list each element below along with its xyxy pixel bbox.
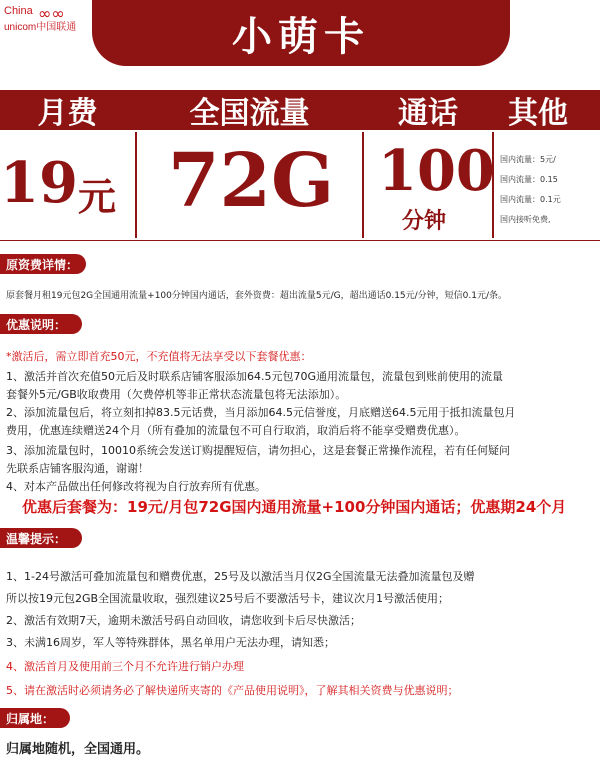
header-flow: 全国流量 [189, 96, 310, 131]
tips-line: 2、激活有效期7天，逾期未激活号码自动回收，请您收到卡后尽快激活； [6, 614, 361, 627]
tips-line: 4、激活首月及使用前三个月不允许进行销户办理 [6, 660, 244, 673]
promo-line: 费用，优惠连续赠送24个月（所有叠加的流量包不可自行取消，取消后将不能享受赠费优惠）。 [6, 424, 466, 437]
promo-line: *激活后，需立即首充50元，不充值将无法享受以下套餐优惠： [6, 350, 312, 363]
unicom-knot-icon: ∞∞ [38, 4, 65, 23]
divider [135, 132, 137, 238]
tips-line: 1、1-24号激活可叠加流量包和赠费优惠，25号及以激活当月仅2G全国流量无法叠加流量包及赠 [6, 570, 475, 583]
promo-line: 先联系店铺客服沟通，谢谢！ [6, 462, 149, 475]
header-other: 其他 [508, 96, 568, 131]
other-line: 国内流量：5元/ [500, 155, 556, 164]
other-line: 国内流量：0.15 [500, 175, 558, 184]
header-fee: 月费 [37, 96, 98, 131]
tariff-section-title: 原资费详情： [0, 254, 86, 274]
tips-line: 5、请在激活时必须请务必了解快递所夹寄的《产品使用说明》，了解其相关资费与优惠说明； [6, 684, 459, 697]
tips-line: 所以按19元包2GB全国流量收取，强烈建议25号后不要激活号卡，建议次月1号激活使用； [6, 592, 450, 605]
other-details [500, 150, 561, 230]
promo-line: 1、激活并首次充值50元后及时联系店铺客服添加64.5元包70G通用流量包，流量包到账前使用的流量 [6, 370, 504, 383]
promo-line: 套餐外5元/GB收取费用（欠费停机等非正常状态流量包将无法添加）。 [6, 388, 347, 401]
call-value: 100 [378, 138, 495, 204]
logo-text-en: China [4, 5, 33, 17]
page-title: 小萌卡 [232, 13, 370, 60]
tips-line: 3、未满16周岁，军人等特殊群体，黑名单用户无法办理，请知悉； [6, 636, 335, 649]
title-banner [92, 0, 510, 66]
call-unit: 分钟 [402, 209, 447, 234]
promo-line: 2、添加流量包后，将立刻扣掉83.5元话费，当月添加64.5元信誉度，月底赠送64.5元用于抵扣流量包月 [6, 406, 516, 419]
tips-section-title: 温馨提示： [0, 528, 82, 548]
divider [362, 132, 364, 238]
other-line: 国内流量：0.1元 [500, 195, 561, 204]
promo-section-title: 优惠说明： [0, 314, 82, 334]
fee-value: 19 [0, 150, 78, 216]
fee-unit: 元 [78, 175, 117, 219]
promo-line: 3、添加流量包时，10010系统会发送订购提醒短信，请勿担心，这是套餐正常操作流程，若有任何疑问 [6, 444, 510, 457]
region-text: 归属地随机，全国通用。 [6, 742, 150, 757]
divider [0, 240, 600, 241]
promo-summary: 优惠后套餐为：19元/月包72G国内通用流量+100分钟国内通话；优惠期24个月 [22, 498, 567, 516]
logo-text-cn: unicom中国联通 [4, 22, 77, 33]
region-section-title: 归属地： [0, 708, 70, 728]
plan-header-row [0, 90, 600, 130]
tariff-text: 原套餐月租19元包2G全国通用流量+100分钟国内通话，套外资费：超出流量5元/G，超出通话0.15元/分钟，短信0.1元/条。 [6, 291, 508, 301]
china-unicom-logo [4, 4, 96, 34]
other-line: 国内接听免费, [500, 215, 551, 224]
flow-value: 72G [168, 138, 335, 224]
promo-line: 4、对本产品做出任何修改将视为自行放弃所有优惠。 [6, 480, 266, 493]
header-call: 通话 [398, 96, 458, 131]
